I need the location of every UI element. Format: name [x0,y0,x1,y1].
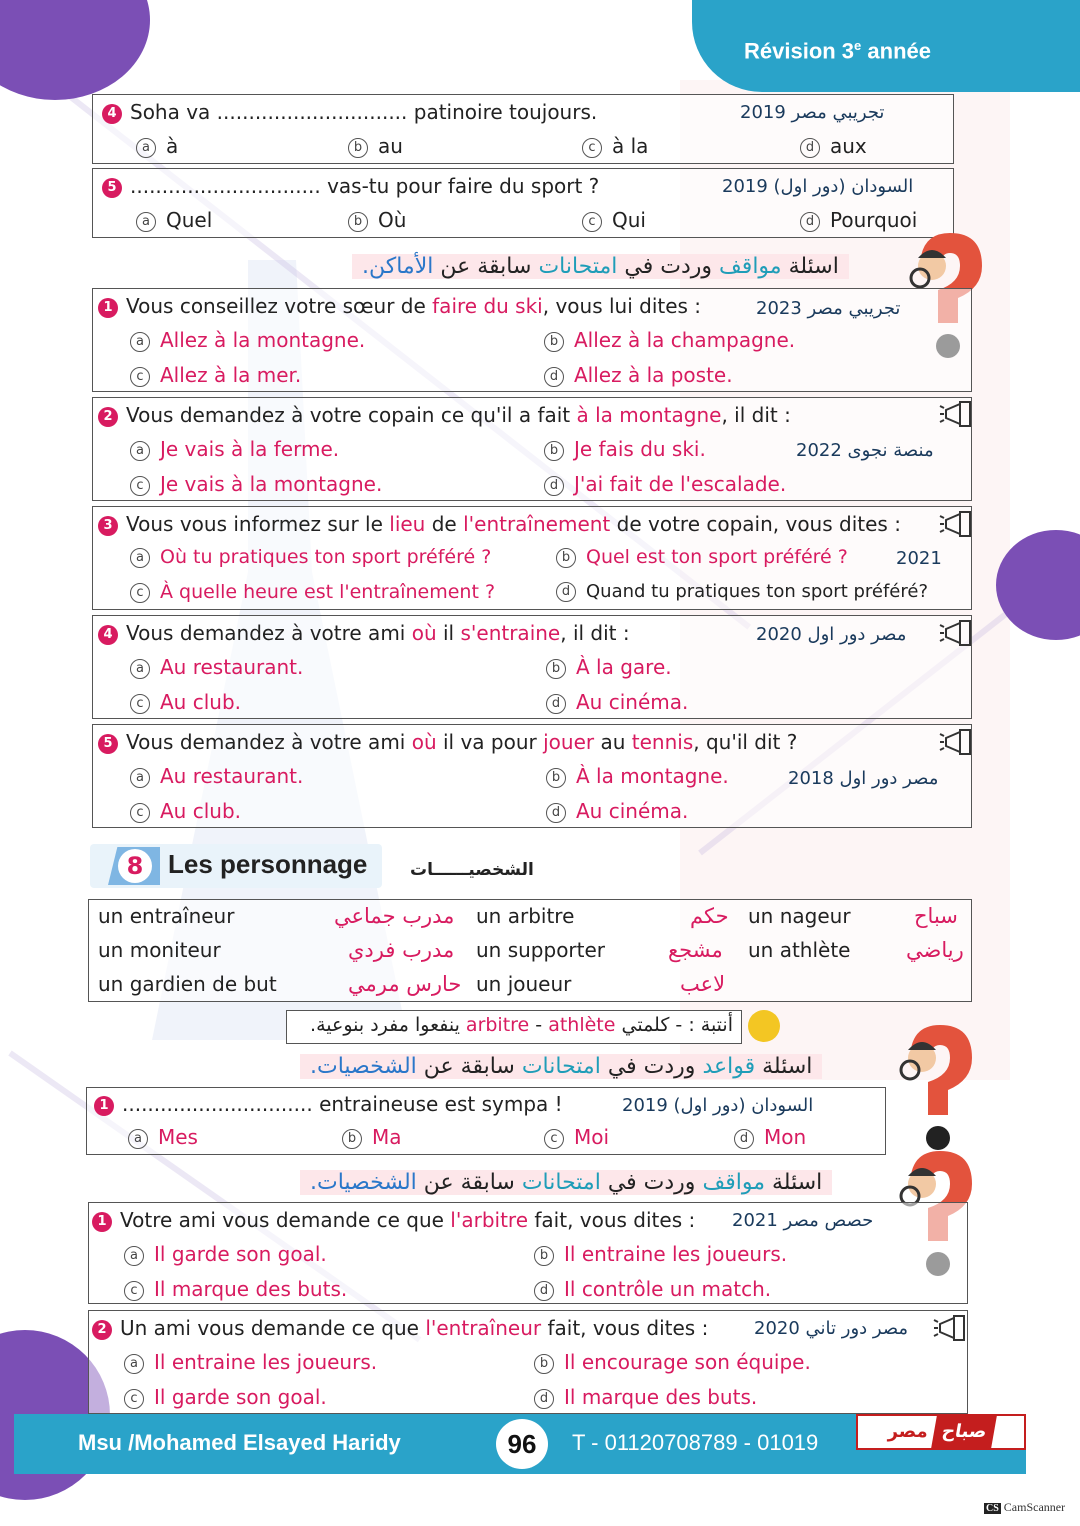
option-d[interactable]: d Allez à la poste. [544,363,733,387]
option-letter: c [130,694,150,714]
phone-numbers: T - 01120708789 - 01019 [572,1430,819,1455]
section-title: Les personnage [168,849,368,879]
vocab-ar: حارس مرمي [348,972,462,996]
option-b[interactable]: b Ma [342,1125,402,1149]
option-letter: d [546,694,566,714]
option-a[interactable]: a Il garde son goal. [124,1242,327,1266]
author-name: Msu /Mohamed Elsayed Haridy [78,1430,401,1455]
question-text: 5 .............................. vas-tu pour faire du sport ? [102,174,599,198]
option-letter: a [136,138,156,158]
option-letter: c [130,367,150,387]
option-letter: b [348,138,368,158]
vocab-fr: un supporter [476,938,606,962]
section-number: 8 [118,849,152,883]
grammar-note: أنتبة : - كلمتي arbitre - athlète ينفعوا مفرد بنوعية. [286,1010,742,1044]
vocab-ar: لاعب [680,972,726,996]
question-text: 1 .............................. entraineuse est sympa ! [94,1092,563,1116]
question-source: 2021 [896,548,942,569]
thinker-question-icon [890,1020,980,1160]
option-c[interactable]: c Allez à la mer. [130,363,301,387]
option-c[interactable]: c Au club. [130,690,241,714]
question-number: 2 [92,1320,112,1340]
option-d[interactable]: d Il contrôle un match. [534,1277,771,1301]
option-letter: b [342,1129,362,1149]
vocab-fr: un gardien de but [98,972,277,996]
option-d[interactable]: d Quand tu pratiques ton sport préféré? [556,581,928,602]
section-heading-places: اسئلة مواقف وردت في امتحانات سابقة عن الأماكن. [352,254,849,279]
option-letter: b [546,659,566,679]
vocab-fr: un entraîneur [98,904,235,928]
option-c[interactable]: c Il marque des buts. [124,1277,347,1301]
option-a[interactable]: a Allez à la montagne. [130,328,365,352]
section-title-arabic: الشخصيــــــات [410,860,534,880]
megaphone-icon [938,398,978,430]
option-c[interactable]: c Je vais à la montagne. [130,472,382,496]
option-a[interactable]: a Quel [136,208,212,232]
option-letter: b [534,1354,554,1374]
question-text: 4 Soha va .............................. patinoire toujours. [102,100,597,124]
option-c[interactable]: c À quelle heure est l'entraînement ? [130,581,495,603]
option-letter: b [534,1246,554,1266]
option-letter: d [800,212,820,232]
corner-decoration [0,0,150,100]
question-source: تجريبي مصر 2023 [756,298,901,319]
option-c[interactable]: c Qui [582,208,646,232]
vocab-ar: مدرب جماعي [334,904,455,928]
megaphone-icon [938,617,978,649]
option-d[interactable]: d Au cinéma. [546,799,688,823]
option-a[interactable]: a Mes [128,1125,198,1149]
option-letter: b [544,332,564,352]
option-letter: a [136,212,156,232]
option-letter: d [556,582,576,602]
option-letter: a [128,1129,148,1149]
option-letter: a [124,1354,144,1374]
option-letter: a [130,659,150,679]
option-a[interactable]: a Au restaurant. [130,764,303,788]
vocab-fr: un joueur [476,972,572,996]
option-letter: a [130,768,150,788]
option-d[interactable]: d J'ai fait de l'escalade. [544,472,786,496]
option-b[interactable]: b À la gare. [546,655,672,679]
option-d[interactable]: d Au cinéma. [546,690,688,714]
question-text: 1 Vous conseillez votre sœur de faire du ski, vous lui dites : [98,294,701,318]
scanner-watermark: CS CamScanner [986,1500,1066,1514]
option-letter: a [124,1246,144,1266]
option-b[interactable]: b Il entraine les joueurs. [534,1242,787,1266]
option-letter: c [124,1281,144,1301]
option-b[interactable]: b Où [348,208,406,232]
option-a[interactable]: a Il entraine les joueurs. [124,1350,377,1374]
section-heading-rules: اسئلة قواعد وردت في امتحانات سابقة عن الشخصيات. [300,1054,822,1079]
option-letter: c [582,138,602,158]
option-a[interactable]: a Au restaurant. [130,655,303,679]
question-text: 2 Vous demandez à votre copain ce qu'il a fait à la montagne, il dit : [98,403,791,427]
option-c[interactable]: c à la [582,134,648,158]
question-number: 2 [98,407,118,427]
megaphone-icon [938,508,978,540]
question-number: 5 [98,734,118,754]
option-letter: c [130,803,150,823]
option-letter: b [544,441,564,461]
option-letter: d [546,803,566,823]
question-source: السودان (دور اول) 2019 [622,1095,814,1116]
option-letter: d [534,1389,554,1409]
option-b[interactable]: b Quel est ton sport préféré ? [556,546,848,568]
megaphone-icon [932,1312,972,1344]
option-letter: d [734,1129,754,1149]
option-letter: c [124,1389,144,1409]
question-source: منصة نجوى 2022 [796,440,934,461]
option-c[interactable]: c Il garde son goal. [124,1385,327,1409]
option-b[interactable]: b Je fais du ski. [544,437,706,461]
option-letter: d [544,367,564,387]
vocab-ar: رياضي [906,938,964,962]
question-source: مصر دور اول 2018 [788,768,939,789]
section-heading-personnages: اسئلة مواقف وردت في امتحانات سابقة عن الشخصيات. [300,1170,832,1195]
option-letter: d [534,1281,554,1301]
option-b[interactable]: b au [348,134,403,158]
option-b[interactable]: b Allez à la champagne. [544,328,795,352]
option-letter: c [130,476,150,496]
option-d[interactable]: d Mon [734,1125,806,1149]
option-letter: c [582,212,602,232]
option-c[interactable]: c Moi [544,1125,609,1149]
option-letter: d [544,476,564,496]
question-text: 2 Un ami vous demande ce que l'entraîneur fait, vous dites : [92,1316,708,1340]
option-letter: b [348,212,368,232]
option-d[interactable]: d Pourquoi [800,208,917,232]
option-letter: a [130,332,150,352]
megaphone-icon [938,726,978,758]
option-letter: c [130,583,150,603]
question-source: تجريبي مصر 2019 [740,102,885,123]
page-number: 96 [496,1419,548,1469]
option-a[interactable]: a Où tu pratiques ton sport préféré ? [130,546,491,568]
option-b[interactable]: b À la montagne. [546,764,729,788]
vocab-fr: un athlète [748,938,851,962]
question-text: 1 Votre ami vous demande ce que l'arbitre fait, vous dites : [92,1208,695,1232]
option-a[interactable]: a Je vais à la ferme. [130,437,339,461]
question-number: 4 [98,625,118,645]
vocab-ar: حكم [690,904,729,928]
question-text: 4 Vous demandez à votre ami où il s'entraine, il dit : [98,621,630,645]
publisher-logo: صباح مصر [856,1414,1026,1450]
option-b[interactable]: b Il encourage son équipe. [534,1350,811,1374]
question-source: مصر دور تاني 2020 [754,1318,909,1339]
question-number: 5 [102,178,122,198]
question-number: 4 [102,104,122,124]
question-number: 1 [92,1212,112,1232]
option-letter: d [800,138,820,158]
page-header-title: Révision 3e année [744,38,931,64]
option-c[interactable]: c Au club. [130,799,241,823]
question-text: 5 Vous demandez à votre ami où il va pour jouer au tennis, qu'il dit ? [98,730,797,754]
option-letter: b [556,548,576,568]
lightbulb-icon [748,1010,780,1042]
question-source: السودان (دور اول) 2019 [722,176,914,197]
vocab-ar: سباح [914,904,958,928]
question-text: 3 Vous vous informez sur le lieu de l'entraînement de votre copain, vous dites : [98,512,901,536]
option-d[interactable]: d Il marque des buts. [534,1385,757,1409]
vocab-fr: un nageur [748,904,851,928]
vocab-ar: مدرب فردي [348,938,455,962]
option-d[interactable]: d aux [800,134,867,158]
vocab-fr: un moniteur [98,938,221,962]
option-letter: a [130,441,150,461]
option-letter: a [130,548,150,568]
question-source: مصر دور اول 2020 [756,624,907,645]
vocab-ar: مشجع [668,938,723,962]
question-number: 3 [98,516,118,536]
vocab-fr: un arbitre [476,904,575,928]
option-a[interactable]: a à [136,134,178,158]
option-letter: b [546,768,566,788]
question-source: حصص مصر 2021 [732,1210,874,1231]
question-number: 1 [98,298,118,318]
option-letter: c [544,1129,564,1149]
question-number: 1 [94,1096,114,1116]
